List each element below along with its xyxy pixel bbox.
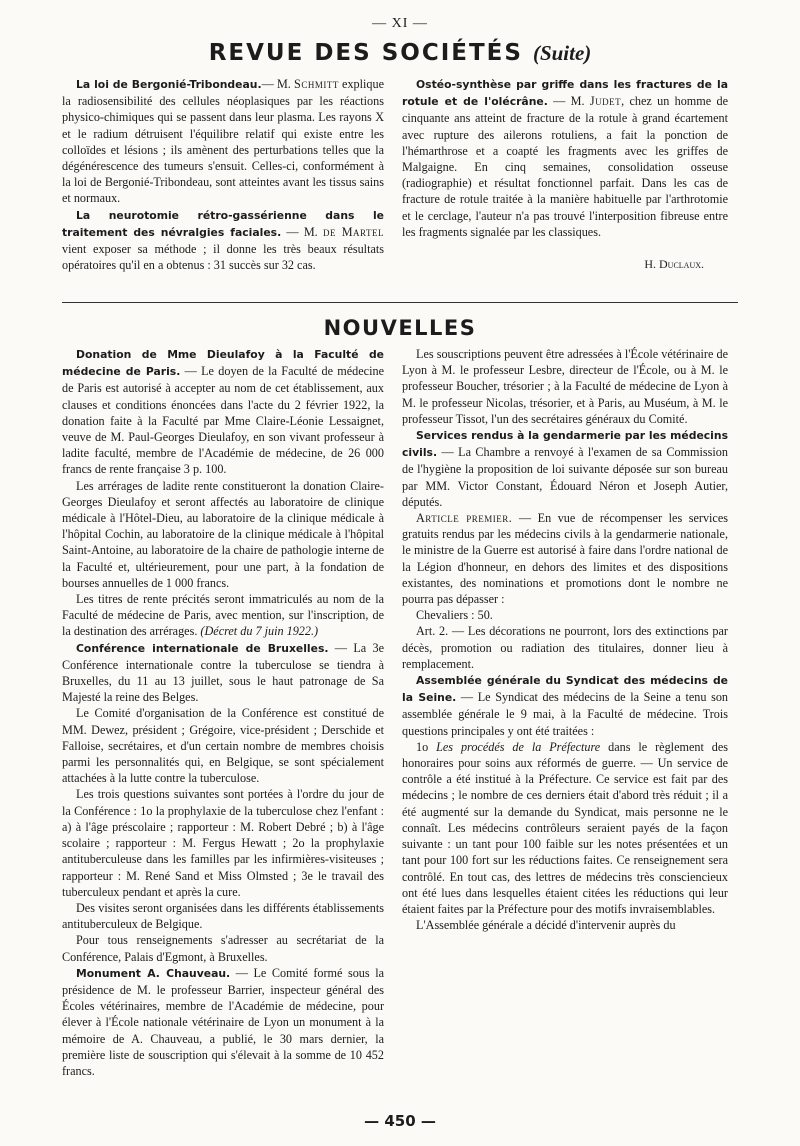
paragraph: Le Comité d'organisation de la Conférence est constitué de MM. Dewez, président ; Grégoire, vice-président ; Derschide et Falloise, secrétaires, et d'un certain nombre de membres choisis parmi les personnalités qui, en Belgique, se sont spécialement attachées à la lutte contre la tuberculose. [62, 706, 384, 786]
article-gendarmerie: Services rendus à la gendarmerie par les médecins civils. — La Chambre a renvoyé à l'examen de sa Commission de l'hygiène la proposition de loi suivante déposée sur son bureau par MM. Victor Constant, Édouard Néron et Joseph Autier, députés. [402, 429, 728, 509]
page-number: — 450 — [364, 1112, 436, 1130]
decree-reference: (Décret du 7 juin 1922.) [200, 624, 319, 639]
article-title: Conférence internationale de Bruxelles. [76, 641, 329, 655]
article-title: La neurotomie rétro-gassérienne dans le traitement des névralgies faciales. [62, 208, 384, 239]
article-syndicat: Assemblée générale du Syndicat des médecins de la Seine. — Le Syndicat des médecins de la Seine a tenu son assemblée générale le 9 mai, à la Faculté de médecine. Trois questions principales y ont été traitées : [402, 674, 729, 738]
article-conference: Conférence internationale de Bruxelles. — La 3e Conférence internationale contre la tuberculose se tiendra à Bruxelles, du 11 au 13 juillet, sous le haut patronage de Sa Majesté la reine des Belges. [62, 640, 384, 705]
paragraph: Des visites seront organisées dans les différents établissements antituberculeux de Belgique. [62, 900, 384, 932]
article-title: Assemblée générale du Syndicat des médecins de la Seine. [402, 674, 728, 705]
nouvelles-left-column [62, 346, 384, 1079]
article-label: Article premier. [416, 511, 513, 526]
nouvelles-right-column [402, 346, 728, 933]
article-neurotomie: La neurotomie rétro-gassérienne dans le traitement des névralgies faciales. — M. de Martel vient exposer sa méthode ; il donne les très beaux résultats opératoires qu'il en a obtenus : 31 succès sur 32 cas. [62, 208, 384, 273]
paragraph: Les souscriptions peuvent être adressées à l'École vétérinaire de Lyon à M. le professeur Lesbre, directeur de l'École, ou à M. le professeur Boucher, trésorier ; à la Faculté de médecine de Lyon à M. le professeur Nicolas, trésorier, et à Paris, au Muséum, à M. le professeur Tissot, l'un des secrétaires généraux du Comité. [402, 347, 728, 426]
article-title: Ostéo-synthèse par griffe dans les fractures de la rotule et de l'olécrâne. [402, 78, 728, 109]
paragraph: Les titres de rente précités seront immatriculés au nom de la Faculté de médecine de Paris, avec mention, sur l'inscription, de la destination des arrérages. (Décret du 7 juin 1922.) [62, 592, 384, 639]
societes-right-column [402, 76, 728, 272]
paragraph: Article premier. — En vue de récompenser les services gratuits rendus par les médecins civils à la gendarmerie nationale, le ministre de la Guerre est autorisé à faire dans l'ordre national de la Légion d'honneur, en dehors des limites et des dispositions existantes, des nominations et promotions dont le nombre ne pourra pas dépasser : [402, 511, 728, 607]
article-osteo-synthese: Ostéo-synthèse par griffe dans les fractures de la rotule et de l'olécrâne. — M. Judet, chez un homme de cinquante ans atteint de fracture de la rotule à grand écartement avec rupture des ailerons rotuliens, a fait la ponction de l'hémarthrose et a coapté les fragments avec les griffes de Malgaigne. En cinq semaines, consolidation osseuse (radiographie) et résultat fonctionnel parfait. Dans les cas de fracture de rotule traitée à la manière habituelle par l'arthrotomie et le cerclage, l'auteur n'a pas trouvé l'interposition fibreuse entre les fragments signalée par les classiques. [402, 78, 728, 239]
section-header-suffix: (Suite) [532, 41, 592, 65]
emphasis: Les procédés de la Préfecture [436, 739, 601, 754]
article-bergonie: La loi de Bergonié-Tribondeau.— M. Schmitt explique la radiosensibilité des cellules néoplasiques par les réactions physico-chimiques qui se passent dans leur plasma. Les rayons X et le radium détruisent l'équilibre relatif qui existe entre les colloïdes et lésions ; ils amènent des perturbations telles que la dégénérescence des tumeurs s'ensuit. Celles-ci, conformément à la loi de Bergonié-Tribondeau, sont atteintes avant les tissus sains et normaux. [62, 77, 384, 206]
paragraph: Chevaliers : 50. [416, 608, 493, 623]
paragraph: Pour tous renseignements s'adresser au secrétariat de la Conférence, Palais d'Egmont, à Bruxelles. [62, 933, 384, 964]
nouvelles-title: NOUVELLES [323, 316, 477, 340]
article-donation: Donation de Mme Dieulafoy à la Faculté de médecine de Paris. — Le doyen de la Faculté de médecine de Paris est autorisé à accepter au nom de cet établissement, aux clauses et conditions énoncées dans l'acte du 2 février 1922, la donation faite à la Faculté par Mme Claire-Léonie Lessaignet, veuve de M. Paul-Georges Dieulafoy, en son vivant professeur à ladite faculté, membre de l'Académie de médecine, de 26 000 francs de rente française 3 p. 100. [62, 348, 384, 477]
author-name: de Martel [322, 224, 384, 239]
article-monument: Monument A. Chauveau. — Le Comité formé sous la présidence de M. le professeur Barrier, inspecteur général des Écoles vétérinaires, membre de l'Académie de médecine, pour élever à l'École nationale vétérinaire de Lyon un monument à la mémoire de A. Chauveau, a publié, le 30 mars dernier, la première liste de souscription qui s'élevait à la somme de 10 452 francs. [62, 965, 384, 1078]
author-name: Judet [589, 94, 622, 109]
paragraph: 1o Les procédés de la Préfecture dans le règlement des honoraires pour soins aux réformés de guerre. — Un service de contrôle a été institué à la Préfecture. Ce service est fait par des médecins ; le nombre de ces derniers était d'abord très réduit ; il a été augmenté sur la demande du Syndicat, mais personne ne le connaît. Les médecins contrôleurs seraient payés de la façon suivante : un tant pour 100 faible sur les notes présentées et un tant pour 100 fort sur les réductions faites. Ce renseignement sera contrôlé. En tout cas, des lettres de médecins très consciencieux ont été lues dans lesquelles étaient citées les réductions qui leur étaient faites par la Préfecture pour des motifs invraisemblables. [402, 739, 729, 916]
article-title: Services rendus à la gendarmerie par les médecins civils. [402, 429, 728, 460]
article-title: Donation de Mme Dieulafoy à la Faculté de médecine de Paris. [62, 348, 384, 379]
paragraph: Les trois questions suivantes sont portées à l'ordre du jour de la Conférence : 1o la prophylaxie de la tuberculose chez l'enfant : a) à l'âge préscolaire ; rapporteur : M. Robert Debré ; b) à l'âge scolaire ; rapporteur : M. Fergus Hewatt ; 2o la prophylaxie antituberculeuse dans les familles par les infirmières-visiteuses ; rapporteur : M. René Sand et Miss Olmsted ; 3e le travail des tuberculeux pendant et après la cure. [62, 787, 384, 899]
author-name: Schmitt [294, 77, 339, 91]
page-top-numeral: — XI — [372, 16, 428, 31]
article-title: Monument A. Chauveau. [76, 966, 231, 980]
section-divider [62, 302, 738, 303]
paragraph: Les arrérages de ladite rente constitueront la donation Claire-Georges Dieulafoy et seront affectés au laboratoire de clinique médicale à l'Hôtel-Dieu, au laboratoire de la clinique médicale à l'hôpital Cochin, au laboratoire de la clinique médicale à l'hôpital Saint-Antoine, au laboratoire de la chaire de pathologie interne de la Faculté et, ultérieurement, pour une part, à la fondation de bourses annuelles de 1 000 francs. [62, 478, 384, 590]
section-header [0, 40, 800, 66]
section-header-title: REVUE DES SOCIÉTÉS [208, 40, 523, 66]
article-title: La loi de Bergonié-Tribondeau. [76, 78, 262, 91]
paragraph: L'Assemblée générale a décidé d'intervenir auprès du [416, 918, 676, 933]
paragraph: Art. 2. — Les décorations ne pourront, lors des extinctions par décès, promotion ou radiation des titulaires, donner lieu à remplacement. [402, 624, 728, 671]
signature: H. Duclaux. [644, 257, 704, 272]
societes-left-column [62, 76, 384, 273]
